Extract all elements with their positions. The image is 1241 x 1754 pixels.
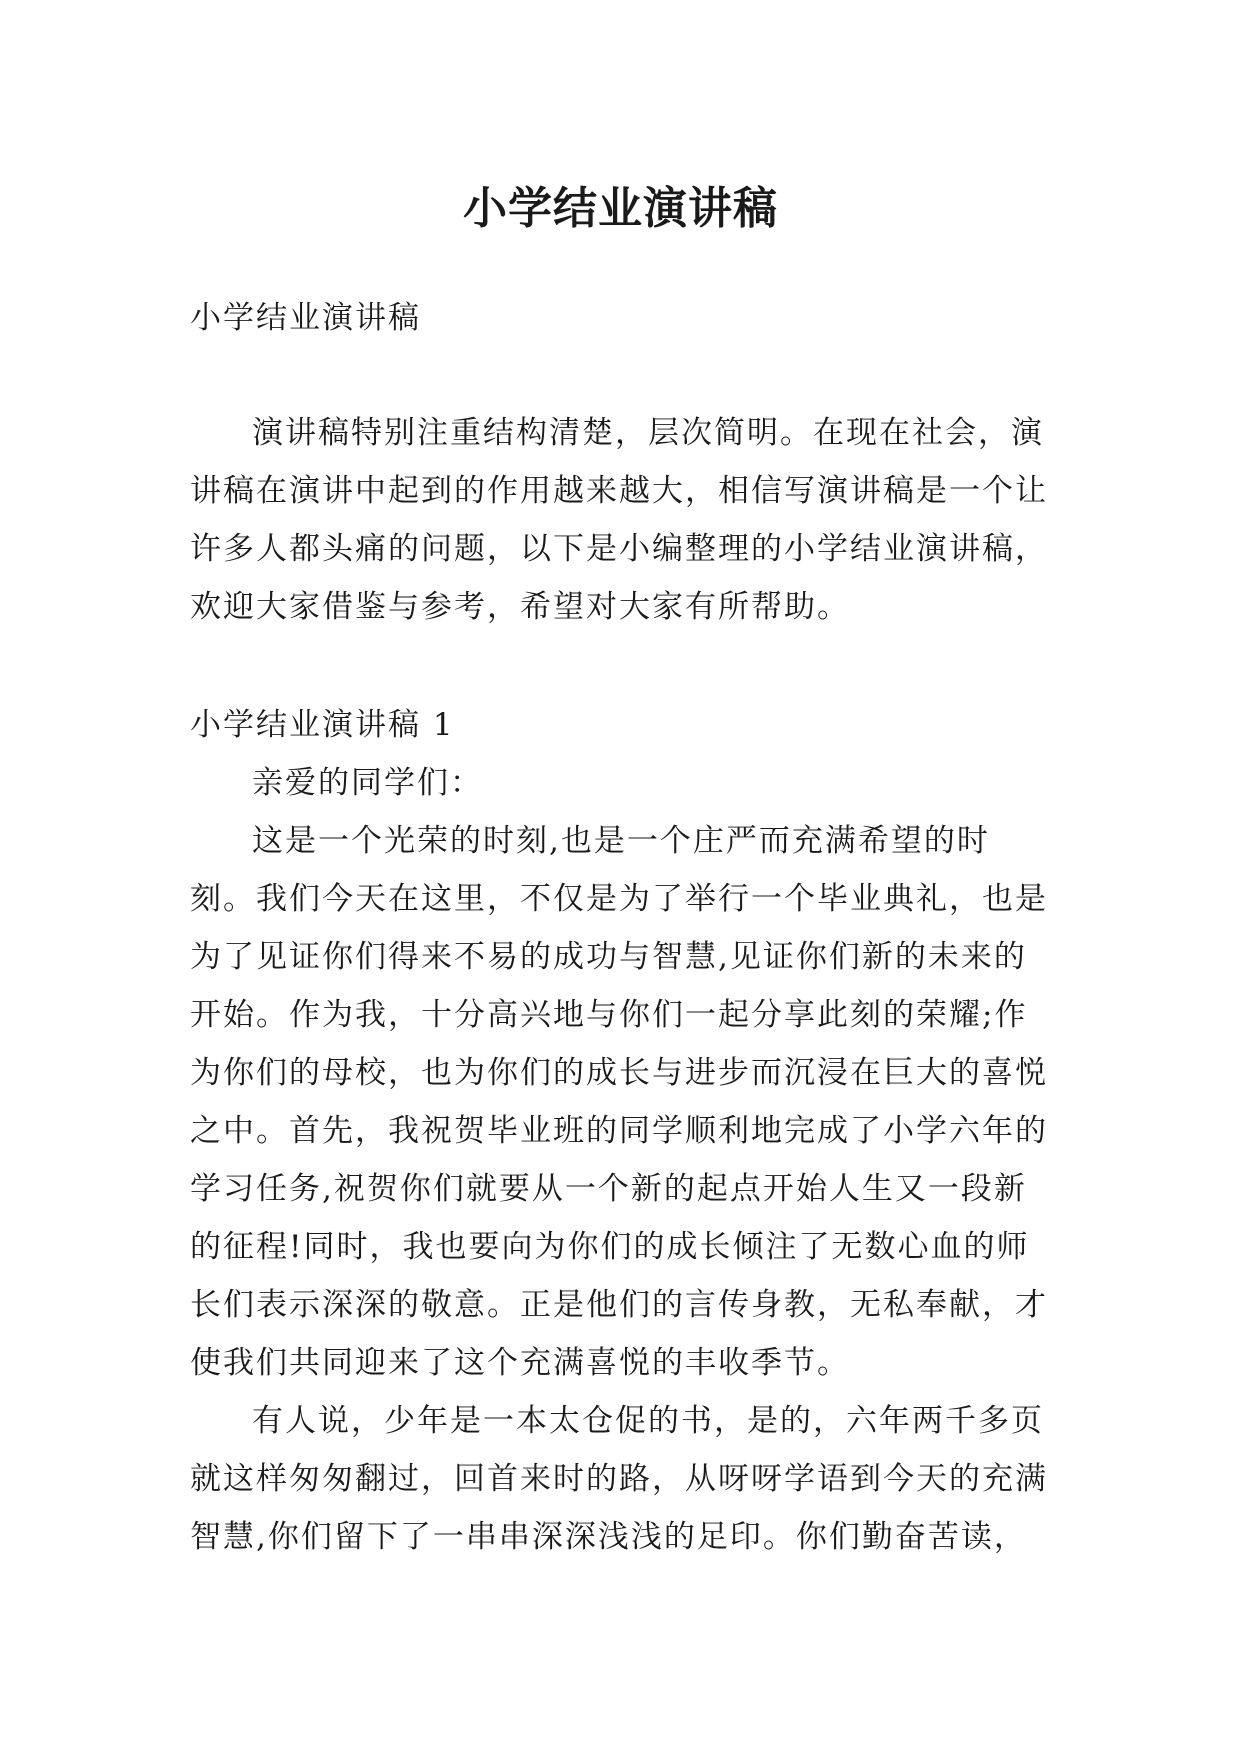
section-heading: 小学结业演讲稿 1 bbox=[190, 707, 455, 743]
intro-paragraph bbox=[190, 404, 1050, 636]
body-paragraph: 有人说，少年是一本太仓促的书，是的，六年两千多页就这样匆匆翻过，回首来时的路，从呀呀学语到今天的充满智慧,你们留下了一串串深深浅浅的足印。你们勤奋苦读， bbox=[190, 1403, 1048, 1555]
body-paragraph: 这是一个光荣的时刻,也是一个庄严而充满希望的时刻。我们今天在这里，不仅是为了举行一个毕业典礼，也是为了见证你们得来不易的成功与智慧,见证你们新的未来的开始。作为我，十分高兴地与你们一起分享此刻的荣耀;作为你们的母校，也为你们的成长与进步而沉浸在巨大的喜悦之中。首先，我祝贺毕业班的同学顺利地完成了小学六年的学习任务,祝贺你们就要从一个新的起点开始人生又一段新的征程!同时，我也要向为你们的成长倾注了无数心血的师长们表示深深的敬意。正是他们的言传身教，无私奉献，才使我们共同迎来了这个充满喜悦的丰收季节。 bbox=[190, 823, 1048, 1381]
intro-text: 演讲稿特别注重结构清楚，层次简明。在现在社会，演讲稿在演讲中起到的作用越来越大，相信写演讲稿是一个让许多人都头痛的问题，以下是小编整理的小学结业演讲稿，欢迎大家借鉴与参考，希望对大家有所帮助。 bbox=[190, 415, 1048, 625]
subtitle-text: 小学结业演讲稿 bbox=[190, 300, 421, 336]
document-subtitle bbox=[190, 289, 1050, 347]
document-title: 小学结业演讲稿 bbox=[463, 183, 778, 235]
greeting: 亲爱的同学们： bbox=[252, 765, 483, 801]
speech-section-1 bbox=[190, 696, 1050, 1566]
